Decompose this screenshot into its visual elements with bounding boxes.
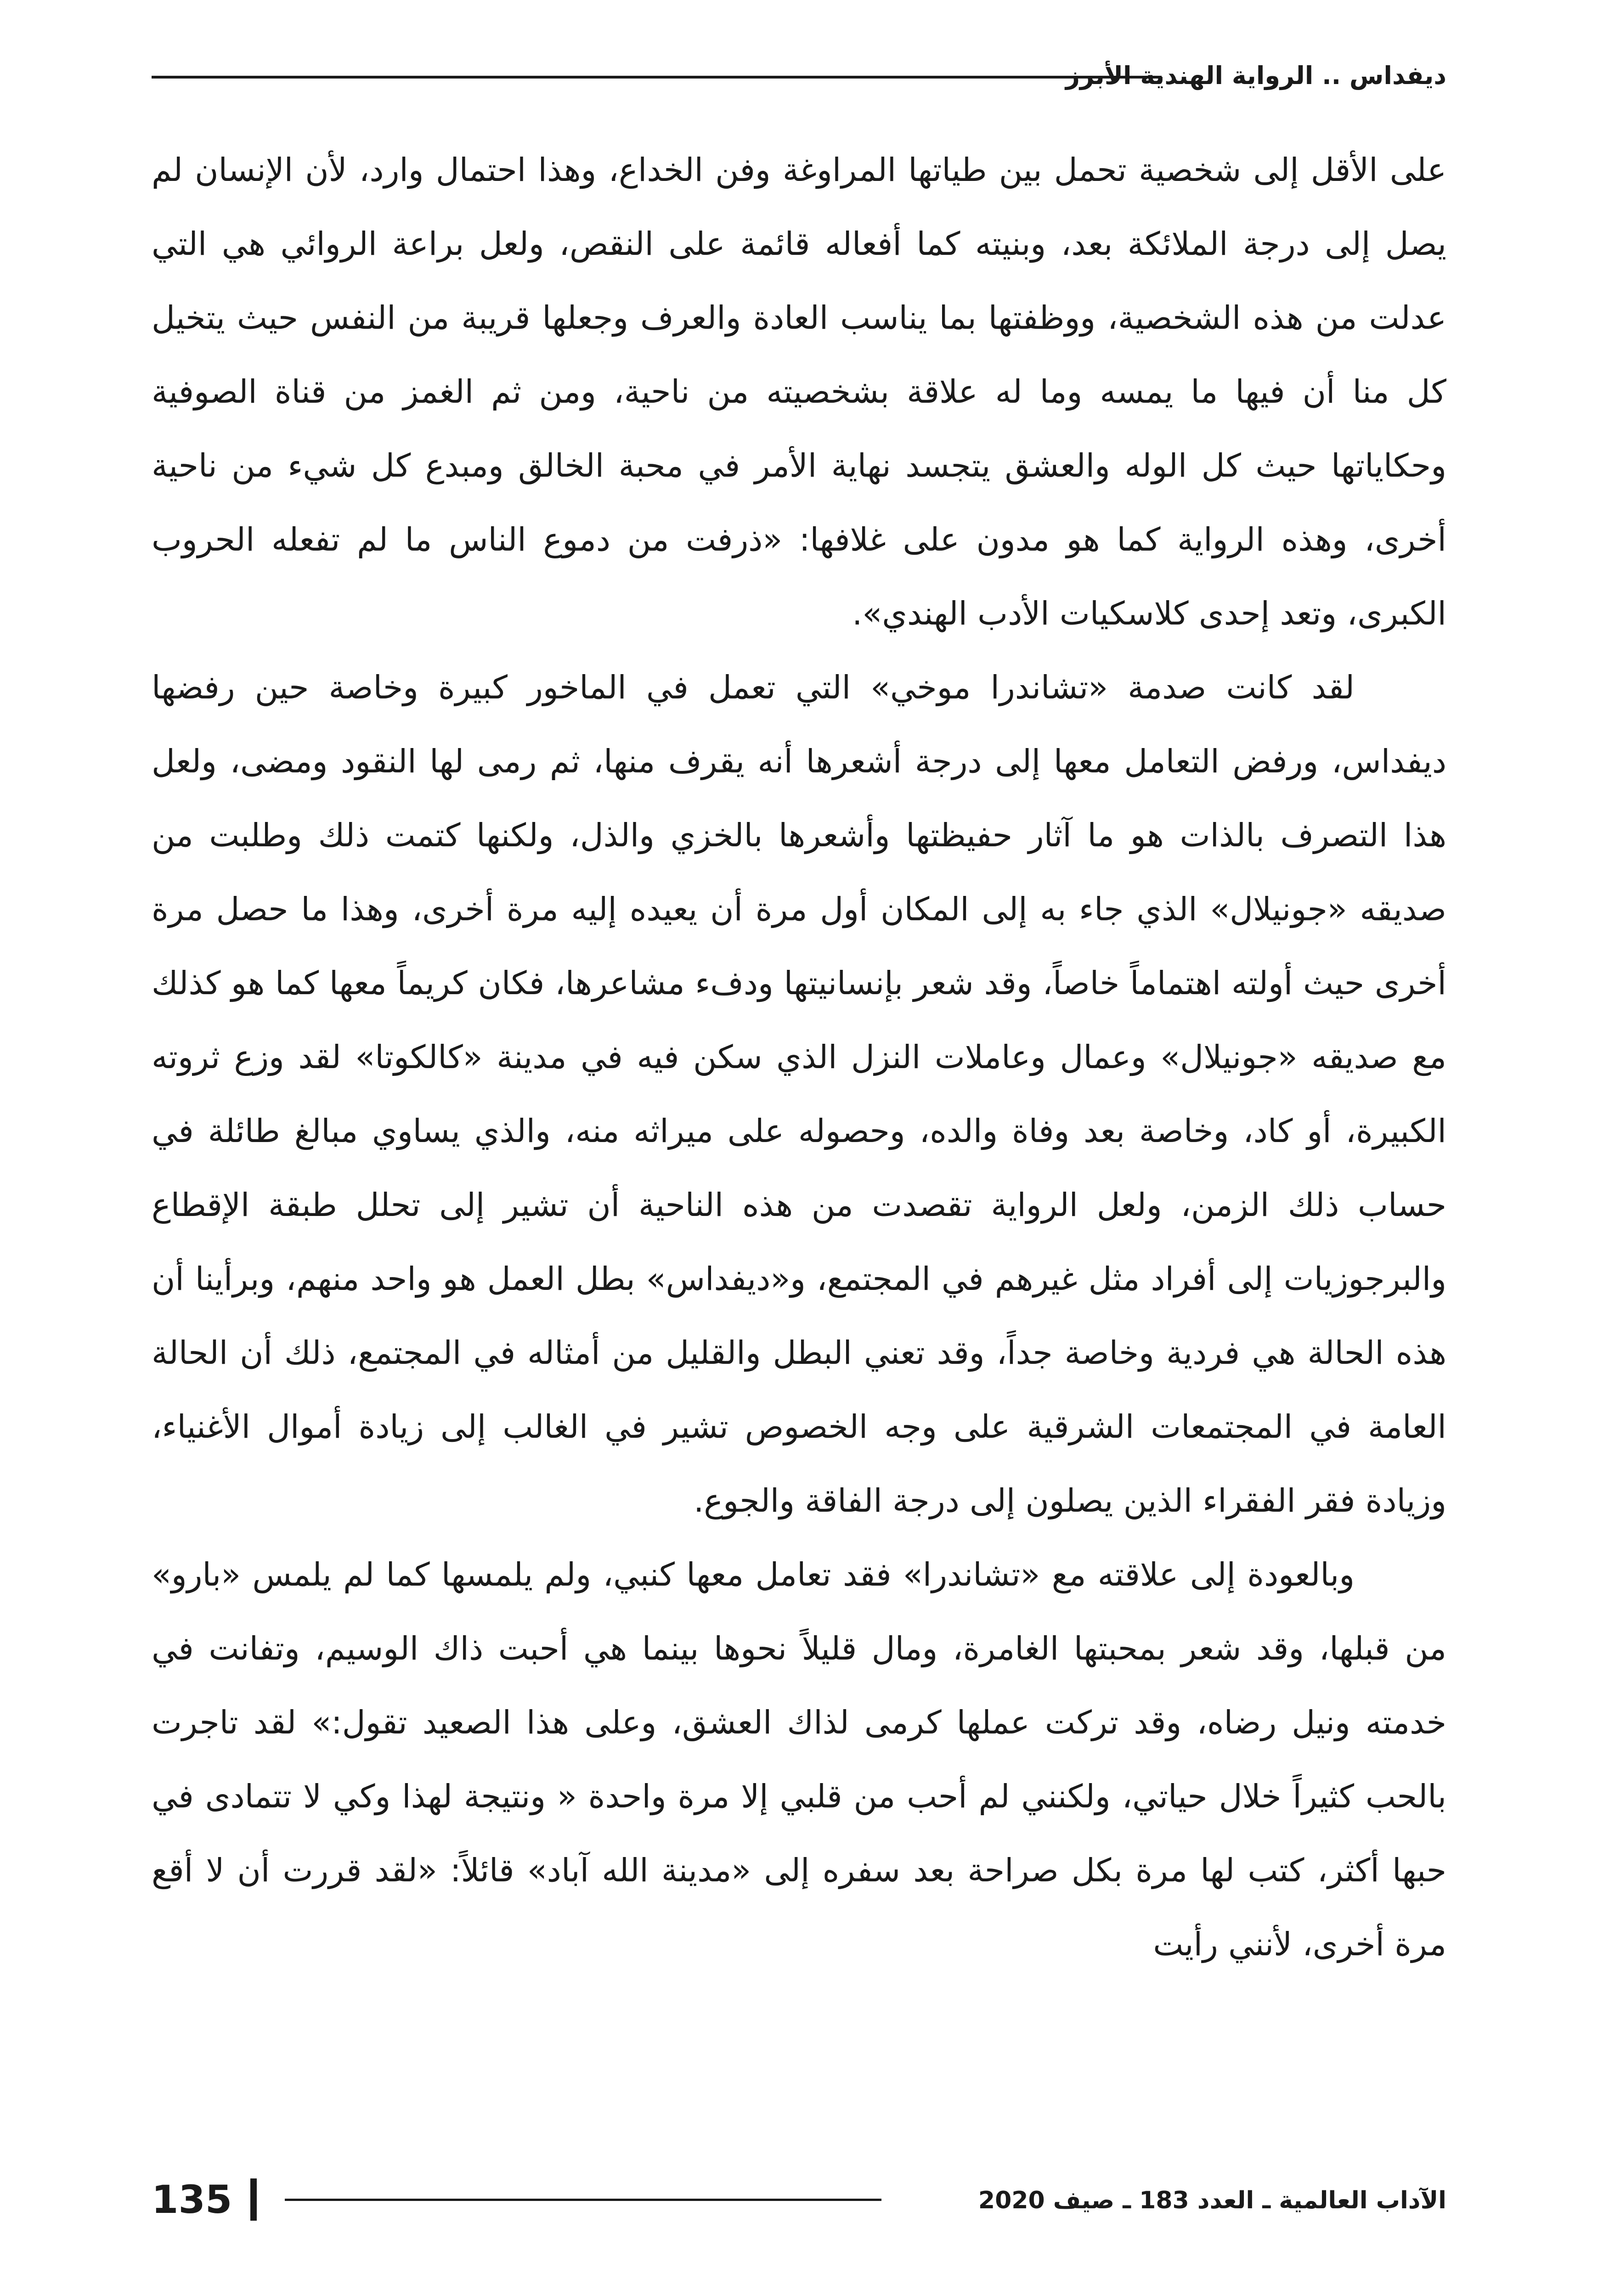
running-header xyxy=(152,48,1446,103)
page-number: 135 xyxy=(152,2177,232,2222)
journal-issue-line: الآداب العالمية ـ العدد 183 ـ صيف 2020 xyxy=(978,2187,1446,2214)
running-head-title: ديفداس .. الرواية الهندية الأبرز xyxy=(1065,61,1446,90)
page-number-separator xyxy=(250,2178,257,2221)
paragraph: على الأقل إلى شخصية تحمل بين طياتها المراوغة وفن الخداع، وهذا احتمال وارد، لأن الإنسان لم يصل إلى درجة الملائكة بعد، وبنيته كما أفعاله قائمة على النقص، ولعل براعة الروائي هي التي عدلت من هذه الشخصية، ووظفتها بما يناسب العادة والعرف وجعلها قريبة من النفس حيث يتخيل كل منا أن فيها ما يمسه وما له علاقة بشخصيته من ناحية، ومن ثم الغمز من قناة الصوفية وحكاياتها حيث كل الوله والعشق يتجسد نهاية الأمر في محبة الخالق ومبدع كل شيء من ناحية أخرى، وهذه الرواية كما هو مدون على غلافها: «ذرفت من دموع الناس ما لم تفعله الحروب الكبرى، وتعد إحدى كلاسكيات الأدب الهندي». xyxy=(152,151,1446,632)
header-rule xyxy=(152,76,1162,79)
footer-rule xyxy=(285,2199,881,2201)
paragraph: وبالعودة إلى علاقته مع «تشاندرا» فقد تعامل معها كنبي، ولم يلمسها كما لم يلمس «بارو» من قبلها، وقد شعر بمحبتها الغامرة، ومال قليلاً نحوها بينما هي أحبت ذاك الوسيم، وتفانت في خدمته ونيل رضاه، وقد تركت عملها كرمى لذاك العشق، وعلى هذا الصعيد تقول:» لقد تاجرت بالحب كثيراً خلال حياتي، ولكنني لم أحب من قلبي إلا مرة واحدة « ونتيجة لهذا وكي لا تتمادى في حبها أكثر، كتب لها مرة بكل صراحة بعد سفره إلى «مدينة الله آباد» قائلاً: «لقد قررت أن لا أقع مرة أخرى، لأنني رأيت xyxy=(152,1556,1446,1963)
paragraph: لقد كانت صدمة «تشاندرا موخي» التي تعمل في الماخور كبيرة وخاصة حين رفضها ديفداس، ورفض التعامل معها إلى درجة أشعرها أنه يقرف منها، ثم رمى لها النقود ومضى، ولعل هذا التصرف بالذات هو ما آثار حفيظتها وأشعرها بالخزي والذل، ولكنها كتمت ذلك وطلبت من صديقه «جونيلال» الذي جاء به إلى المكان أول مرة أن يعيده إليه مرة أخرى، وهذا ما حصل مرة أخرى حيث أولته اهتماماً خاصاً، وقد شعر بإنسانيتها ودفء مشاعرها، فكان كريماً معها كما هو كذلك مع صديقه «جونيلال» وعمال وعاملات النزل الذي سكن فيه في مدينة «كالكوتا» لقد وزع ثروته الكبيرة، أو كاد، وخاصة بعد وفاة والده، وحصوله على ميراثه منه، والذي يساوي مبالغ طائلة في حساب ذلك الزمن، ولعل الرواية تقصدت من هذه الناحية أن تشير إلى تحلل طبقة الإقطاع والبرجوزيات إلى أفراد مثل غيرهم في المجتمع، و«ديفداس» بطل العمل هو واحد منهم، وبرأينا أن هذه الحالة هي فردية وخاصة جداً، وقد تعني البطل والقليل من أمثاله في المجتمع، ذلك أن الحالة العامة في المجتمعات الشرقية على وجه الخصوص تشير في الغالب إلى زيادة أموال الأغنياء، وزيادة فقر الفقراء الذين يصلون إلى درجة الفاقة والجوع. xyxy=(152,669,1446,1519)
page-footer xyxy=(152,2172,1446,2232)
article-body xyxy=(152,133,1446,1981)
